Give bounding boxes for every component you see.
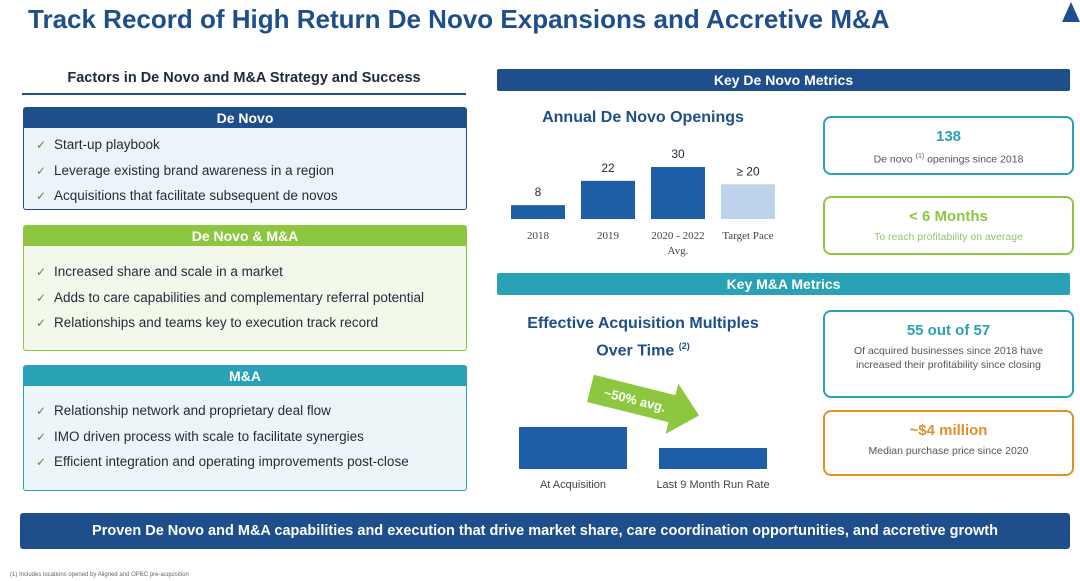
check-icon: ✓ [36, 163, 47, 178]
chart-bar [659, 448, 767, 469]
factors-heading: Factors in De Novo and M&A Strategy and Success [67, 70, 421, 86]
factors-divider [22, 93, 466, 95]
check-icon: ✓ [36, 138, 47, 152]
data-label: ≥ 20 [736, 164, 760, 179]
metric-label: To reach profitability on average [874, 231, 1023, 243]
panel-header: M&A [24, 366, 466, 386]
list-item: ✓ Efficient integration and operating improvements post-close [24, 449, 466, 475]
list-item: ✓ IMO driven process with scale to facilitate synergies [24, 424, 466, 450]
summary-banner: Proven De Novo and M&A capabilities and execution that drive market share, care coordination opportunities, and accretive growth [20, 513, 1070, 549]
ma-multiples-chart [497, 372, 797, 500]
metric-label: De novo $^{(1)}$ openings since 2018 [873, 153, 1024, 166]
chart-bar [519, 427, 627, 469]
key-de-novo-metrics-header: Key De Novo Metrics [497, 69, 1070, 91]
chart-bar [581, 181, 635, 219]
page-title: Track Record of High Return De Novo Expansions and Accretive M&A [28, 4, 890, 34]
metric-label: Of acquired businesses since 2018 have increased their profitability since closing [853, 345, 1044, 371]
logo-mark [1062, 2, 1080, 22]
metric-card-openings [823, 116, 1074, 175]
list-item: ✓ Acquisitions that facilitate subsequent de novos [24, 183, 466, 209]
panel-ma [23, 365, 467, 491]
panel-header: De Novo [24, 108, 466, 128]
arrow-label: ~50% avg. [602, 385, 668, 415]
tick-label: Last 9 Month Run Rate [656, 479, 770, 491]
chart-bar [511, 205, 565, 219]
metric-card-acquired-businesses [823, 310, 1074, 398]
tick-label: 2019 [597, 230, 619, 242]
tick-label: Avg. [667, 245, 689, 257]
check-icon: ✓ [36, 429, 47, 444]
tick-label: At Acquisition [539, 479, 607, 491]
key-ma-metrics-header: Key M&A Metrics [497, 273, 1070, 295]
check-icon: ✓ [36, 290, 47, 305]
metric-label: Median purchase price since 2020 [868, 445, 1029, 457]
panel-de-novo [23, 107, 467, 210]
footnote: (1) Includes locations opened by Aligned and OPBC pre-acquisition [10, 572, 189, 578]
chart-bar [651, 167, 705, 219]
tick-label: Target Pace [722, 230, 774, 242]
data-label: 8 [534, 185, 542, 200]
list-item: ✓ Adds to care capabilities and complementary referral potential [24, 285, 466, 311]
check-icon: ✓ [36, 265, 47, 279]
list-item: ✓ Leverage existing brand awareness in a region [24, 158, 466, 184]
check-icon: ✓ [36, 455, 47, 469]
list-item: ✓ Relationships and teams key to execution track record [24, 310, 466, 336]
list-item: ✓ Increased share and scale in a market [24, 259, 466, 285]
list-item: ✓ Relationship network and proprietary deal flow [24, 398, 466, 424]
metric-value: < 6 Months [909, 208, 988, 225]
tick-label: 2020 - 2022 [651, 230, 705, 242]
denovo-openings-chart [497, 135, 797, 265]
data-label: 22 [601, 160, 615, 175]
panel-header: De Novo & M&A [24, 226, 466, 246]
metric-value: ~$4 million [909, 422, 988, 439]
denovo-chart-title: Annual De Novo Openings [542, 109, 744, 126]
list-item: ✓ Start-up playbook [24, 132, 466, 158]
check-icon: ✓ [36, 316, 47, 330]
metric-card-purchase-price [823, 410, 1074, 476]
metric-value: 138 [935, 128, 962, 145]
chart-bar [721, 184, 775, 219]
tick-label: 2018 [527, 230, 549, 242]
check-icon: ✓ [36, 404, 47, 418]
panel-de-novo-and-ma [23, 225, 467, 351]
metric-card-profitability [823, 196, 1074, 255]
data-label: 30 [671, 147, 685, 161]
ma-chart-title: Effective Acquisition Multiples Over Time $^{(2)}$ [527, 315, 759, 360]
check-icon: ✓ [36, 189, 47, 203]
metric-value: 55 out of 57 [906, 322, 991, 339]
